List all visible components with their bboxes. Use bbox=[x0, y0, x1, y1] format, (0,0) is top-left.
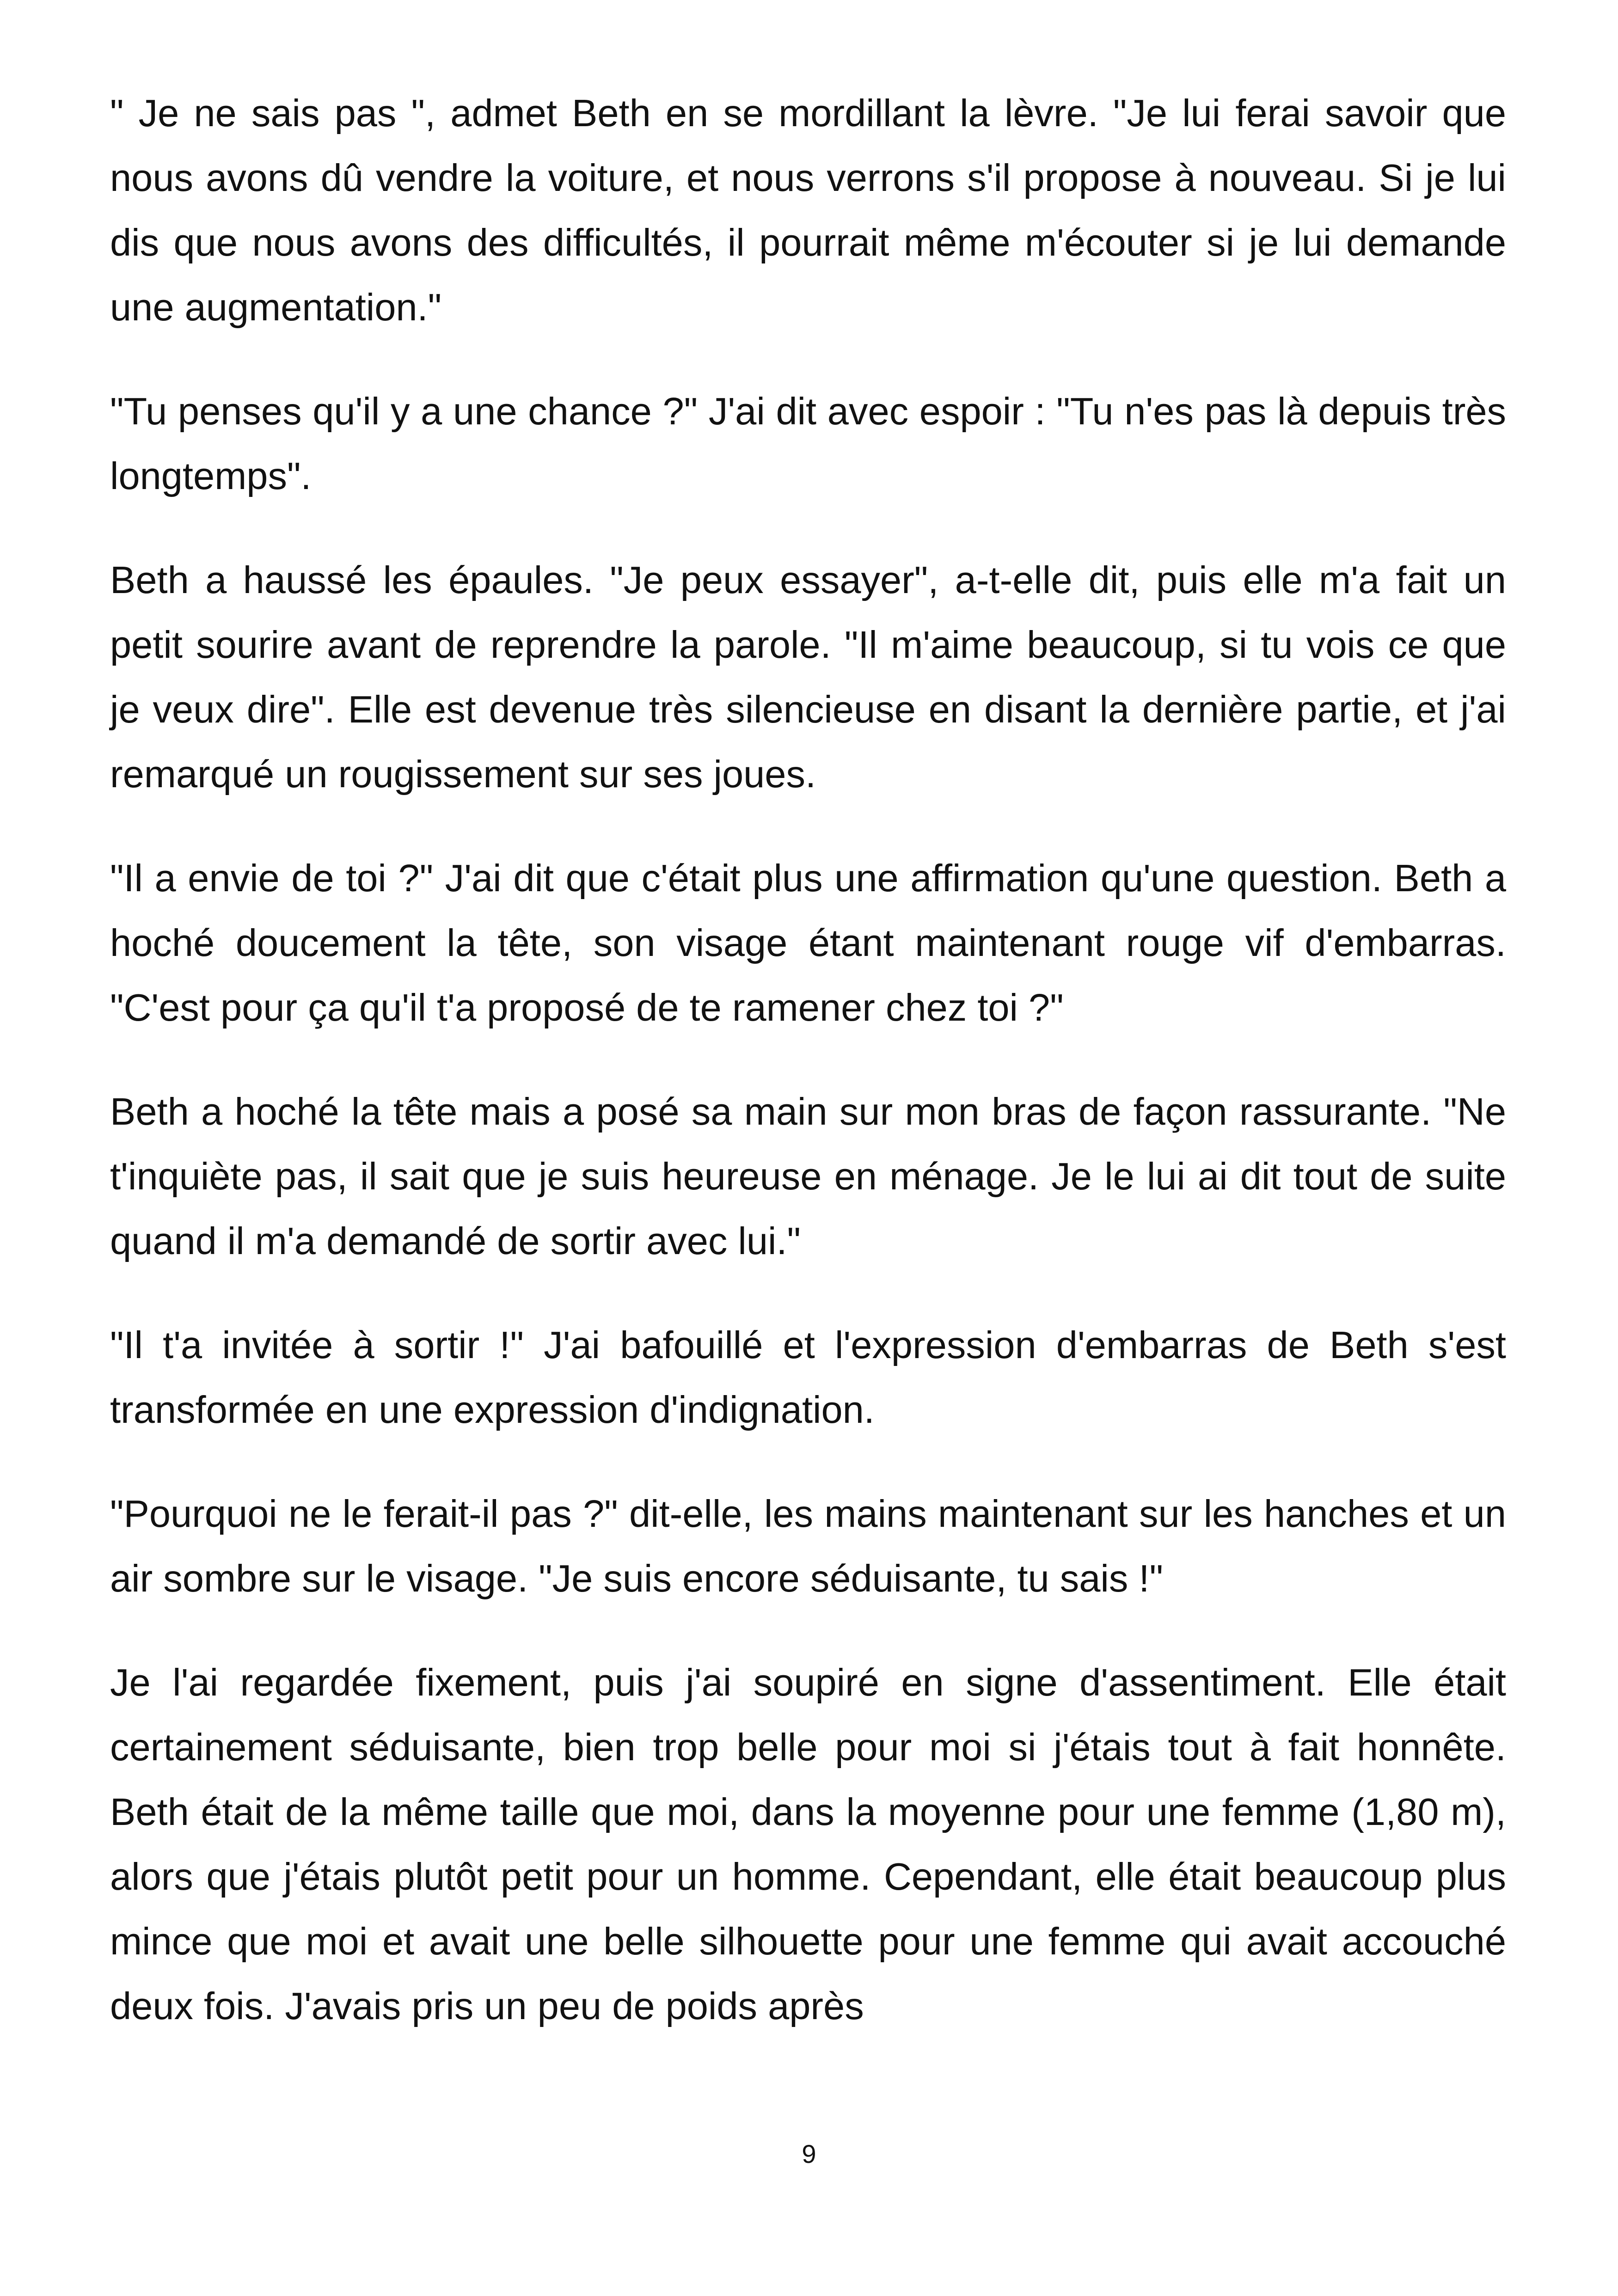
paragraph-6: "Il t'a invitée à sortir !" J'ai bafouillé et l'expression d'embarras de Beth s'est transformée en une expression d'indignation. bbox=[110, 1323, 1506, 1431]
paragraph-8: Je l'ai regardée fixement, puis j'ai soupiré en signe d'assentiment. Elle était certainement séduisante, bien trop belle pour moi si j'étais tout à fait honnête. Beth était de la même taille que moi, dans la moyenne pour une femme (1,80 m), alors que j'étais plutôt petit pour un homme. Cependant, elle était beaucoup plus mince que moi et avait une belle silhouette pour une femme qui avait accouché deux fois. J'avais pris un peu de poids après bbox=[110, 1661, 1506, 2027]
body-text bbox=[110, 81, 1506, 2078]
paragraph-4: "Il a envie de toi ?" J'ai dit que c'était plus une affirmation qu'une question. Beth a hoché doucement la tête, son visage étant maintenant rouge vif d'embarras. "C'est pour ça qu'il t'a proposé de te ramener chez toi ?" bbox=[110, 857, 1506, 1029]
page-number: 9 bbox=[802, 2139, 816, 2168]
paragraph-5: Beth a hoché la tête mais a posé sa main sur mon bras de façon rassurante. "Ne t'inquiète pas, il sait que je suis heureuse en ménage. Je le lui ai dit tout de suite quand il m'a demandé de sortir avec lui." bbox=[110, 1090, 1506, 1262]
paragraph-7: "Pourquoi ne le ferait-il pas ?" dit-elle, les mains maintenant sur les hanches et un air sombre sur le visage. "Je suis encore séduisante, tu sais !" bbox=[110, 1492, 1506, 1600]
paragraph-3: Beth a haussé les épaules. "Je peux essayer", a-t-elle dit, puis elle m'a fait un petit sourire avant de reprendre la parole. "Il m'aime beaucoup, si tu vois ce que je veux dire". Elle est devenue très silencieuse en disant la dernière partie, et j'ai remarqué un rougissement sur ses joues. bbox=[110, 558, 1506, 796]
paragraph-1: " Je ne sais pas ", admet Beth en se mordillant la lèvre. "Je lui ferai savoir que nous avons dû vendre la voiture, et nous verrons s'il propose à nouveau. Si je lui dis que nous avons des difficultés, il pourrait même m'écouter si je lui demande une augmentation." bbox=[110, 92, 1506, 329]
paragraph-2: "Tu penses qu'il y a une chance ?" J'ai dit avec espoir : "Tu n'es pas là depuis très longtemps". bbox=[110, 390, 1506, 497]
